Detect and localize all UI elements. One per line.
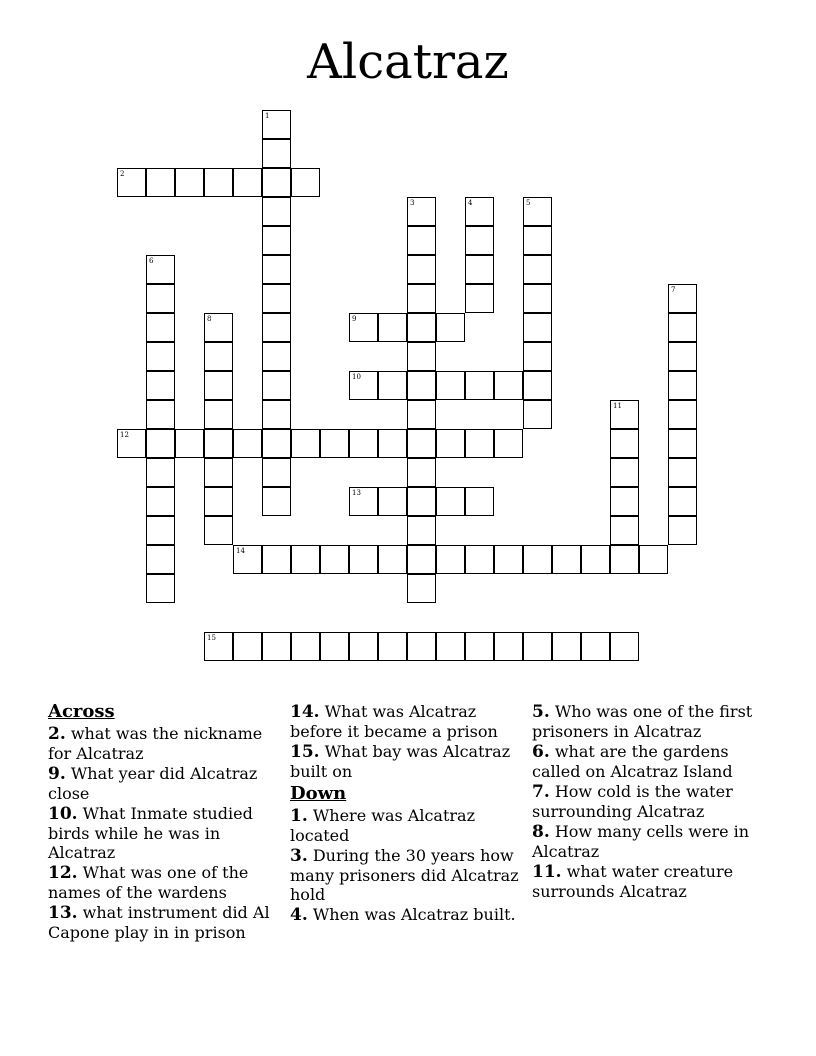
clue-item-number: 2. — [48, 724, 66, 744]
clue-item-text: what was the nickname for Alcatraz — [48, 724, 263, 763]
grid-cell[interactable] — [378, 371, 407, 400]
grid-cell[interactable] — [204, 516, 233, 545]
grid-cell[interactable] — [378, 632, 407, 661]
grid-cell[interactable] — [262, 197, 291, 226]
grid-cell[interactable] — [436, 487, 465, 516]
grid-cell[interactable] — [291, 545, 320, 574]
grid-cell[interactable] — [349, 313, 378, 342]
grid-cell[interactable] — [349, 487, 378, 516]
grid-cell[interactable] — [668, 458, 697, 487]
clue-item-text: During the 30 years how many prisoners did Alcatraz hold — [290, 846, 519, 904]
grid-cell[interactable] — [610, 400, 639, 429]
clue-item-text: What bay was Alcatraz built on — [290, 742, 511, 781]
clue-number: 14 — [236, 547, 245, 555]
grid-cell[interactable] — [349, 429, 378, 458]
grid-cell[interactable] — [407, 400, 436, 429]
grid-cell[interactable] — [668, 284, 697, 313]
grid-cell[interactable] — [407, 284, 436, 313]
grid-cell[interactable] — [262, 545, 291, 574]
grid-cell[interactable] — [407, 226, 436, 255]
clue-number: 8 — [207, 315, 212, 323]
clue-number: 1 — [265, 112, 270, 120]
grid-cell[interactable] — [146, 313, 175, 342]
grid-cell[interactable] — [204, 458, 233, 487]
grid-cell[interactable] — [204, 168, 233, 197]
down-heading: Down — [290, 783, 347, 804]
grid-cell[interactable] — [262, 168, 291, 197]
grid-cell[interactable] — [523, 255, 552, 284]
clue-item — [48, 724, 288, 763]
clue-item-text: Where was Alcatraz located — [290, 806, 476, 845]
clue-item-text: How cold is the water surrounding Alcatraz — [532, 782, 733, 821]
clue-item-text: How many cells were in Alcatraz — [532, 822, 750, 861]
grid-cell[interactable] — [436, 371, 465, 400]
clue-item-number: 8. — [532, 822, 550, 842]
grid-cell[interactable] — [291, 429, 320, 458]
grid-cell[interactable] — [262, 400, 291, 429]
grid-cell[interactable] — [204, 632, 233, 661]
grid-cell[interactable] — [523, 545, 552, 574]
grid-cell[interactable] — [465, 632, 494, 661]
grid-cell[interactable] — [204, 400, 233, 429]
grid-cell[interactable] — [175, 168, 204, 197]
grid-cell[interactable] — [146, 168, 175, 197]
grid-cell[interactable] — [146, 284, 175, 313]
grid-cell[interactable] — [523, 400, 552, 429]
grid-cell[interactable] — [262, 429, 291, 458]
grid-cell[interactable] — [465, 255, 494, 284]
clue-item-number: 4. — [290, 905, 308, 925]
grid-cell[interactable] — [204, 371, 233, 400]
clue-item-text: When was Alcatraz built. — [307, 905, 516, 924]
clue-number: 5 — [526, 199, 531, 207]
grid-cell[interactable] — [407, 371, 436, 400]
clue-number: 9 — [352, 315, 357, 323]
grid-cell[interactable] — [494, 371, 523, 400]
grid-cell[interactable] — [436, 545, 465, 574]
grid-cell[interactable] — [320, 632, 349, 661]
grid-cell[interactable] — [494, 632, 523, 661]
clue-item-number: 15. — [290, 742, 320, 762]
grid-cell[interactable] — [262, 632, 291, 661]
clue-item-text: What Inmate studied birds while he was in Alcatraz — [48, 804, 253, 862]
grid-cell[interactable] — [233, 168, 262, 197]
grid-cell[interactable] — [262, 371, 291, 400]
clue-number: 12 — [120, 431, 129, 439]
grid-cell[interactable] — [146, 400, 175, 429]
grid-cell[interactable] — [407, 632, 436, 661]
clue-item-text: what water creature surrounds Alcatraz — [532, 862, 734, 901]
grid-cell[interactable] — [117, 168, 146, 197]
grid-cell[interactable] — [552, 632, 581, 661]
grid-cell[interactable] — [668, 516, 697, 545]
grid-cell[interactable] — [204, 487, 233, 516]
clue-item-text: what instrument did Al Capone play in in prison — [48, 903, 270, 942]
grid-cell[interactable] — [262, 226, 291, 255]
grid-cell[interactable] — [233, 545, 262, 574]
clues-column-3 — [532, 700, 768, 902]
grid-cell[interactable] — [378, 313, 407, 342]
grid-cell[interactable] — [378, 545, 407, 574]
clue-item-text: Who was one of the first prisoners in Alcatraz — [532, 702, 753, 741]
grid-cell[interactable] — [204, 429, 233, 458]
clue-number: 15 — [207, 634, 216, 642]
grid-cell[interactable] — [523, 226, 552, 255]
grid-cell[interactable] — [291, 168, 320, 197]
clue-item-number: 6. — [532, 742, 550, 762]
grid-cell[interactable] — [668, 371, 697, 400]
clue-item — [532, 822, 768, 861]
clue-item-number: 7. — [532, 782, 550, 802]
clue-item — [532, 782, 768, 821]
grid-cell[interactable] — [349, 632, 378, 661]
clue-item — [290, 806, 526, 845]
grid-cell[interactable] — [291, 632, 320, 661]
grid-cell[interactable] — [146, 516, 175, 545]
clue-number: 2 — [120, 170, 125, 178]
grid-cell[interactable] — [407, 313, 436, 342]
clue-number: 11 — [613, 402, 622, 410]
clues-column-1 — [48, 700, 288, 943]
grid-cell[interactable] — [117, 429, 146, 458]
grid-cell[interactable] — [523, 313, 552, 342]
clue-item-number: 10. — [48, 804, 78, 824]
clue-item-number: 5. — [532, 702, 550, 722]
grid-cell[interactable] — [407, 574, 436, 603]
grid-cell[interactable] — [436, 429, 465, 458]
grid-cell[interactable] — [610, 632, 639, 661]
grid-cell[interactable] — [407, 545, 436, 574]
grid-cell[interactable] — [320, 545, 349, 574]
clue-item-number: 9. — [48, 764, 66, 784]
grid-cell[interactable] — [407, 255, 436, 284]
grid-cell[interactable] — [465, 284, 494, 313]
grid-cell[interactable] — [407, 487, 436, 516]
grid-cell[interactable] — [407, 342, 436, 371]
across-heading: Across — [48, 701, 115, 722]
grid-cell[interactable] — [610, 458, 639, 487]
grid-cell[interactable] — [465, 545, 494, 574]
grid-cell[interactable] — [494, 545, 523, 574]
grid-cell[interactable] — [378, 487, 407, 516]
clue-item-text: what are the gardens called on Alcatraz Island — [532, 742, 733, 781]
grid-cell[interactable] — [262, 110, 291, 139]
clue-item — [48, 863, 288, 902]
grid-cell[interactable] — [146, 342, 175, 371]
clue-number: 6 — [149, 257, 154, 265]
grid-cell[interactable] — [146, 371, 175, 400]
grid-cell[interactable] — [552, 545, 581, 574]
clue-item-text: What was Alcatraz before it became a prison — [290, 702, 498, 741]
clue-number: 10 — [352, 373, 361, 381]
puzzle-title: Alcatraz — [307, 34, 509, 90]
grid-cell[interactable] — [262, 487, 291, 516]
grid-cell[interactable] — [523, 371, 552, 400]
grid-cell[interactable] — [407, 429, 436, 458]
grid-cell[interactable] — [465, 226, 494, 255]
clue-item — [290, 846, 526, 904]
grid-cell[interactable] — [146, 545, 175, 574]
grid-cell[interactable] — [639, 545, 668, 574]
clue-item-text: What year did Alcatraz close — [48, 764, 258, 803]
grid-cell[interactable] — [436, 313, 465, 342]
grid-cell[interactable] — [378, 429, 407, 458]
clue-item-number: 3. — [290, 846, 308, 866]
grid-cell[interactable] — [494, 429, 523, 458]
clue-item — [290, 702, 526, 741]
grid-cell[interactable] — [146, 574, 175, 603]
clue-item — [532, 862, 768, 901]
grid-cell[interactable] — [610, 487, 639, 516]
clue-item-number: 1. — [290, 806, 308, 826]
grid-cell[interactable] — [146, 429, 175, 458]
clue-item-text: What was one of the names of the wardens — [48, 863, 249, 902]
clue-item — [48, 764, 288, 803]
grid-cell[interactable] — [262, 139, 291, 168]
grid-cell[interactable] — [465, 487, 494, 516]
clue-item-number: 14. — [290, 702, 320, 722]
clues-column-2 — [290, 700, 526, 926]
grid-cell[interactable] — [146, 458, 175, 487]
grid-cell[interactable] — [204, 342, 233, 371]
grid-cell[interactable] — [204, 313, 233, 342]
grid-cell[interactable] — [523, 284, 552, 313]
clue-item — [532, 702, 768, 741]
clue-item-number: 13. — [48, 903, 78, 923]
grid-cell[interactable] — [668, 400, 697, 429]
grid-cell[interactable] — [349, 545, 378, 574]
grid-cell[interactable] — [262, 458, 291, 487]
grid-cell[interactable] — [668, 429, 697, 458]
grid-cell[interactable] — [175, 429, 204, 458]
grid-cell[interactable] — [146, 255, 175, 284]
grid-cell[interactable] — [349, 371, 378, 400]
grid-cell[interactable] — [262, 284, 291, 313]
grid-cell[interactable] — [610, 545, 639, 574]
grid-cell[interactable] — [233, 632, 262, 661]
clue-item-number: 11. — [532, 862, 562, 882]
grid-cell[interactable] — [407, 197, 436, 226]
grid-cell[interactable] — [262, 255, 291, 284]
grid-cell[interactable] — [610, 516, 639, 545]
clue-item — [48, 804, 288, 862]
grid-cell[interactable] — [320, 429, 349, 458]
grid-cell[interactable] — [465, 197, 494, 226]
clue-number: 13 — [352, 489, 361, 497]
grid-cell[interactable] — [465, 429, 494, 458]
clue-item — [290, 742, 526, 781]
grid-cell[interactable] — [436, 632, 465, 661]
grid-cell[interactable] — [407, 516, 436, 545]
grid-cell[interactable] — [407, 458, 436, 487]
grid-cell[interactable] — [523, 342, 552, 371]
grid-cell[interactable] — [581, 545, 610, 574]
grid-cell[interactable] — [146, 487, 175, 516]
grid-cell[interactable] — [262, 342, 291, 371]
clue-number: 7 — [671, 286, 676, 294]
grid-cell[interactable] — [233, 429, 262, 458]
grid-cell[interactable] — [668, 313, 697, 342]
grid-cell[interactable] — [465, 371, 494, 400]
clue-number: 4 — [468, 199, 473, 207]
grid-cell[interactable] — [523, 632, 552, 661]
clue-number: 3 — [410, 199, 415, 207]
clue-item — [532, 742, 768, 781]
grid-cell[interactable] — [581, 632, 610, 661]
grid-cell[interactable] — [610, 429, 639, 458]
clue-item — [48, 903, 288, 942]
grid-cell[interactable] — [668, 487, 697, 516]
grid-cell[interactable] — [668, 342, 697, 371]
grid-cell[interactable] — [262, 313, 291, 342]
clue-item — [290, 905, 526, 925]
clue-item-number: 12. — [48, 863, 78, 883]
grid-cell[interactable] — [523, 197, 552, 226]
